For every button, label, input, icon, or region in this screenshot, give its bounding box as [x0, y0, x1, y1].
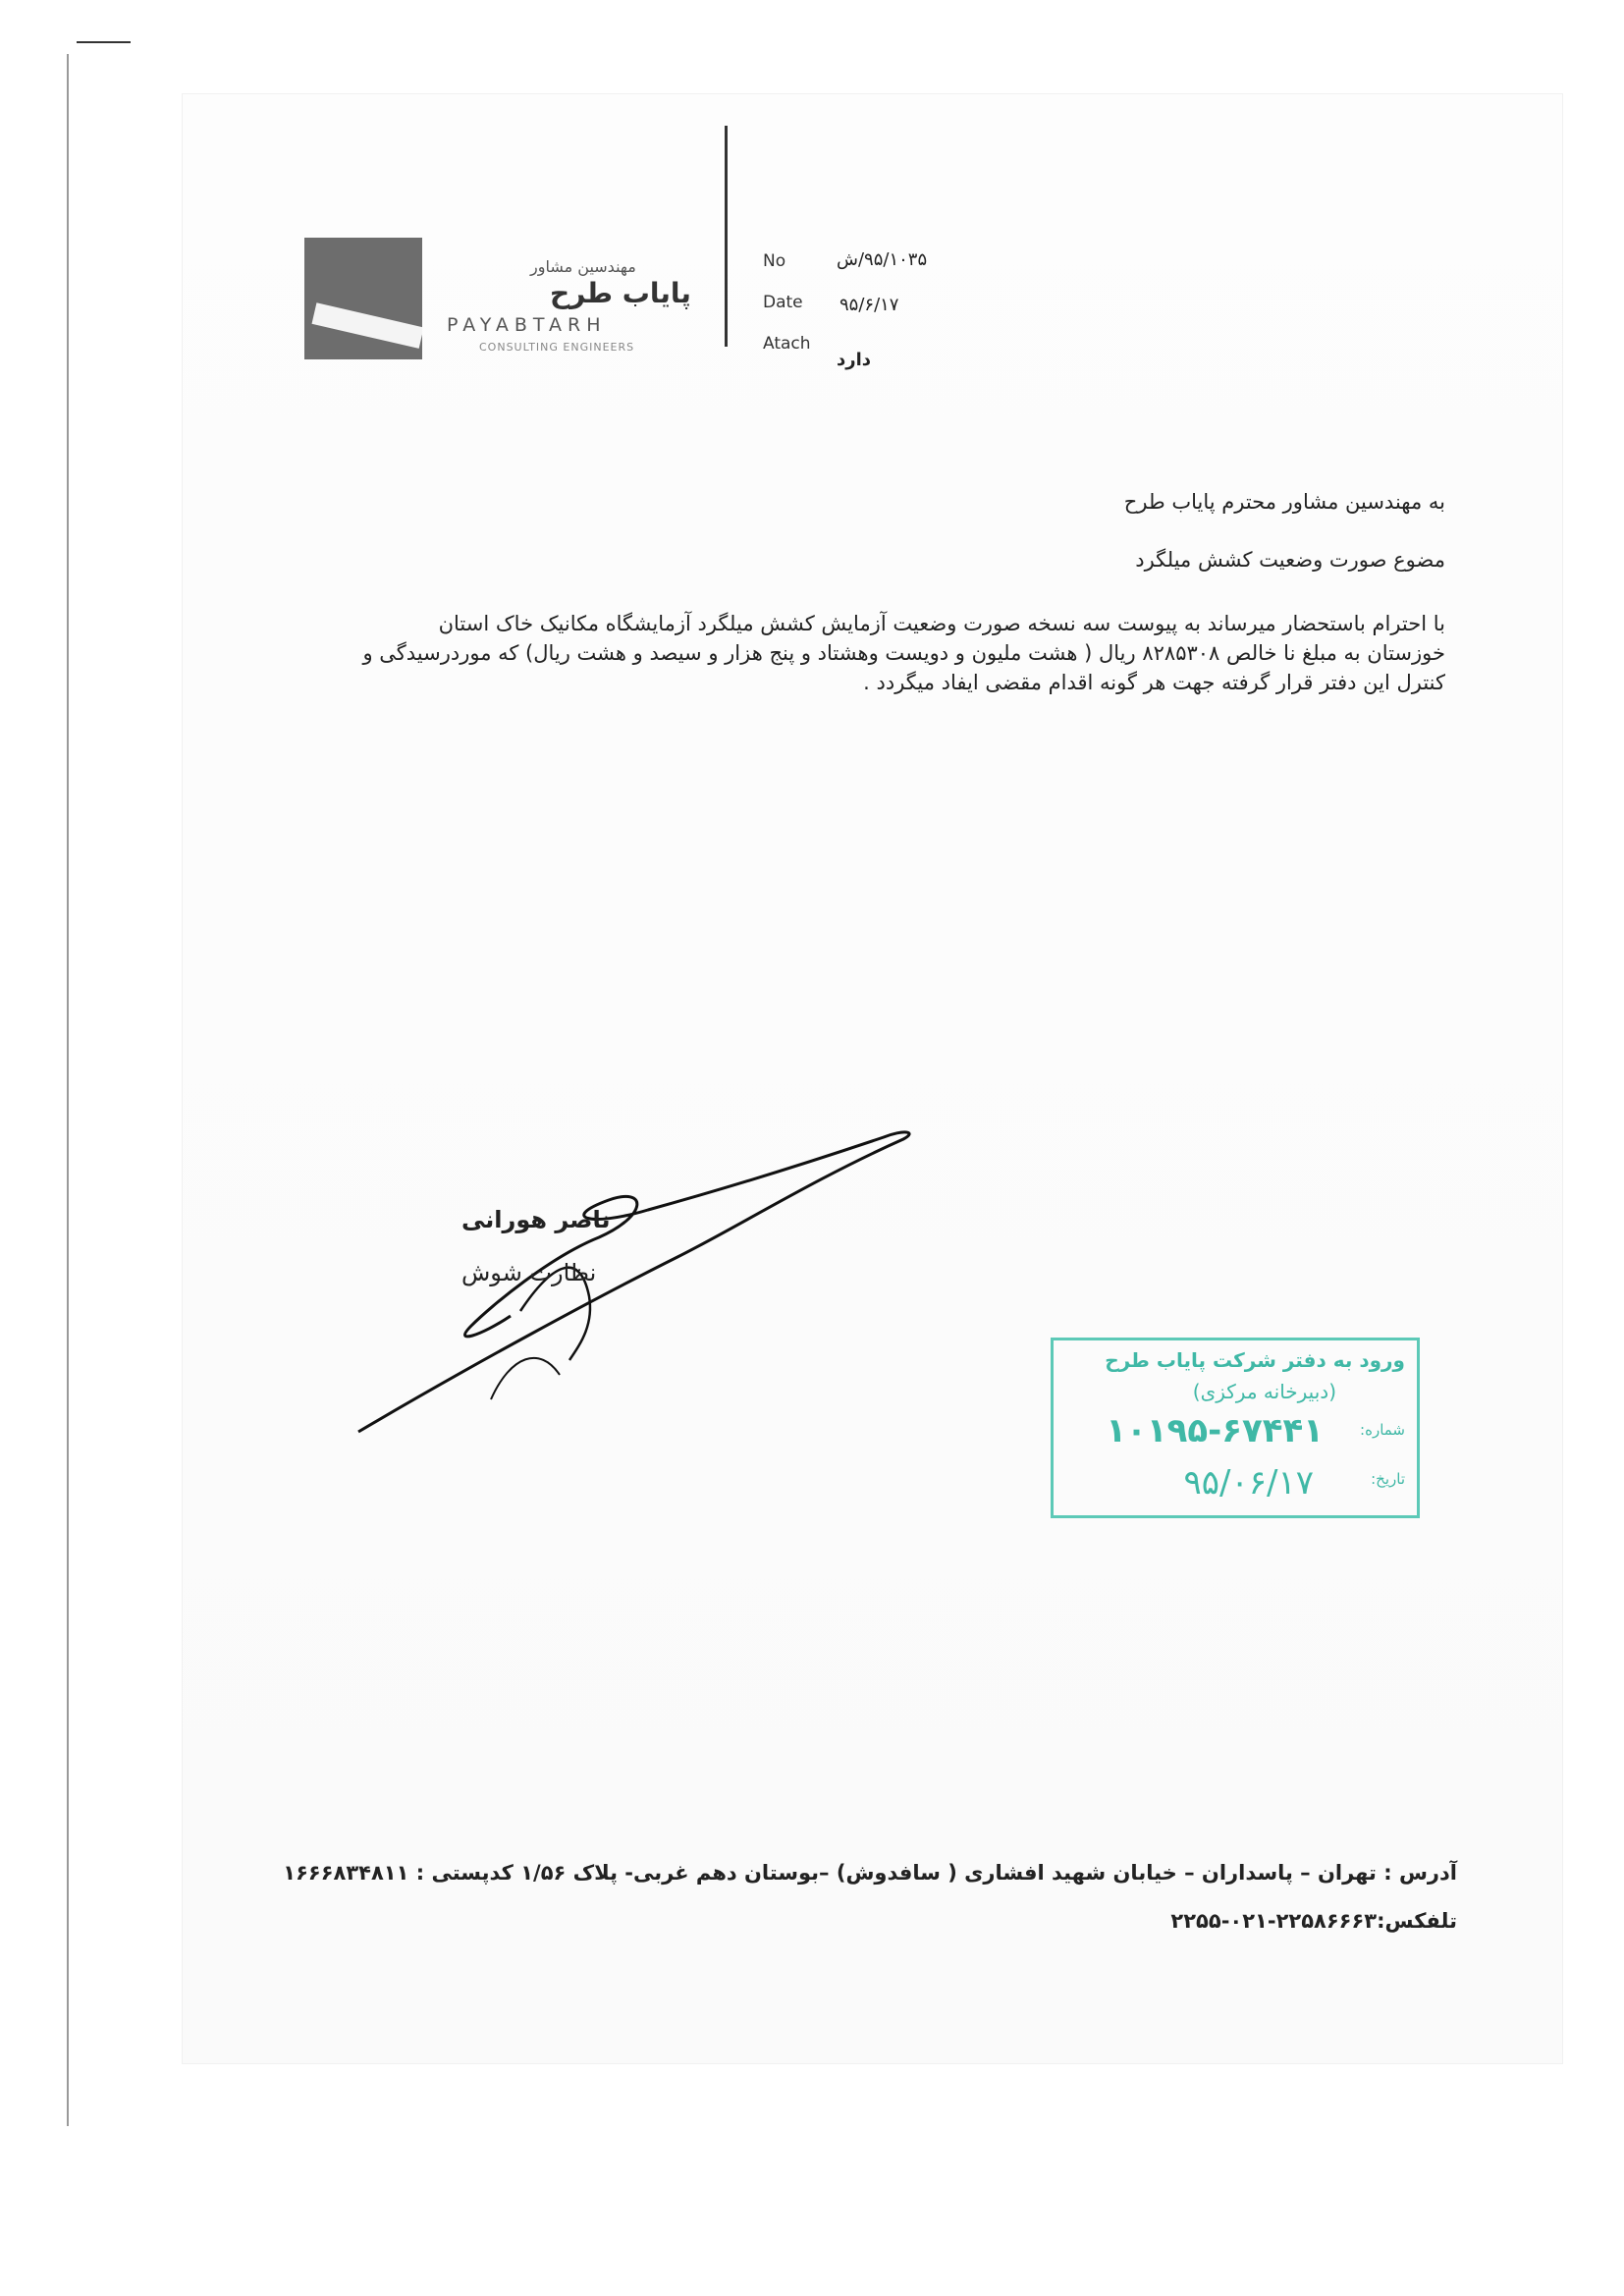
footer-address: آدرس : تهران – پاسداران – خیابان شهید افشاری ( سافدوش) –بوستان دهم غربی- پلاک ۱/۵۶ کدپستی : ۱۶۶۶۸۳۴۸۱۱: [283, 1861, 1457, 1885]
logo-title-en: PAYABTARH: [447, 314, 607, 336]
letter-body: [169, 609, 1445, 697]
stamp-subheading: (دبیرخانه مرکزی): [1192, 1380, 1336, 1403]
handwritten-signature: [353, 1120, 923, 1444]
no-label: No: [763, 251, 786, 271]
body-line-2: خوزستان به مبلغ نا خالص ۸۲۸۵۳۰۸ ریال ( هشت ملیون و دویست وهشتاد و پنج هزار و سیصد و هشت ریال) که موردرسیدگی و: [362, 641, 1445, 665]
signer-title: نظارت شوش: [461, 1259, 597, 1286]
letter-number: ۹۵/۱۰۳۵/ش: [837, 249, 928, 270]
footer-phone: تلفکس:۲۲۵۸۶۶۶۳-۰۲۱-۲۲۵۵: [1170, 1909, 1457, 1933]
attach-value: دارد: [837, 350, 872, 370]
page-background: [182, 93, 1563, 2064]
scan-edge-line: [67, 54, 69, 2126]
receipt-stamp: [1051, 1338, 1420, 1518]
corner-mark: [77, 41, 131, 43]
subject: مضوع صورت وضعیت کشش میلگرد: [1135, 548, 1445, 572]
logo-subtitle-fa: مهندسین مشاور: [530, 257, 636, 276]
stamp-number: ۱۰۱۹۵-۶۷۴۴۱: [1106, 1411, 1324, 1450]
logo-title-fa: پایاب طرح: [550, 277, 691, 309]
body-line-3: کنترل این دفتر قرار گرفته جهت هر گونه اقدام مقضی ایفاد میگردد .: [863, 671, 1445, 694]
stamp-number-label: شماره:: [1360, 1421, 1405, 1439]
stamp-date: ۹۵/۰۶/۱۷: [1183, 1463, 1314, 1503]
addressee: به مهندسین مشاور محترم پایاب طرح: [1123, 490, 1445, 514]
letter-date: ۹۵/۶/۱۷: [839, 295, 899, 315]
body-line-1: با احترام باستحضار میرساند به پیوست سه نسخه صورت وضعیت آزمایش کشش میلگرد آزمایشگاه مکانیک خاک استان: [438, 612, 1445, 635]
header-divider: [725, 126, 728, 347]
signer-name: ناصر هورانی: [461, 1206, 611, 1233]
stamp-date-label: تاریخ:: [1371, 1470, 1405, 1488]
stamp-heading: ورود به دفتر شرکت پایاب طرح: [1105, 1348, 1405, 1372]
logo-subtitle-en: CONSULTING ENGINEERS: [479, 341, 635, 354]
date-label: Date: [763, 293, 803, 312]
payabtarh-logo-icon: [304, 238, 422, 359]
attach-label: Atach: [763, 334, 811, 354]
